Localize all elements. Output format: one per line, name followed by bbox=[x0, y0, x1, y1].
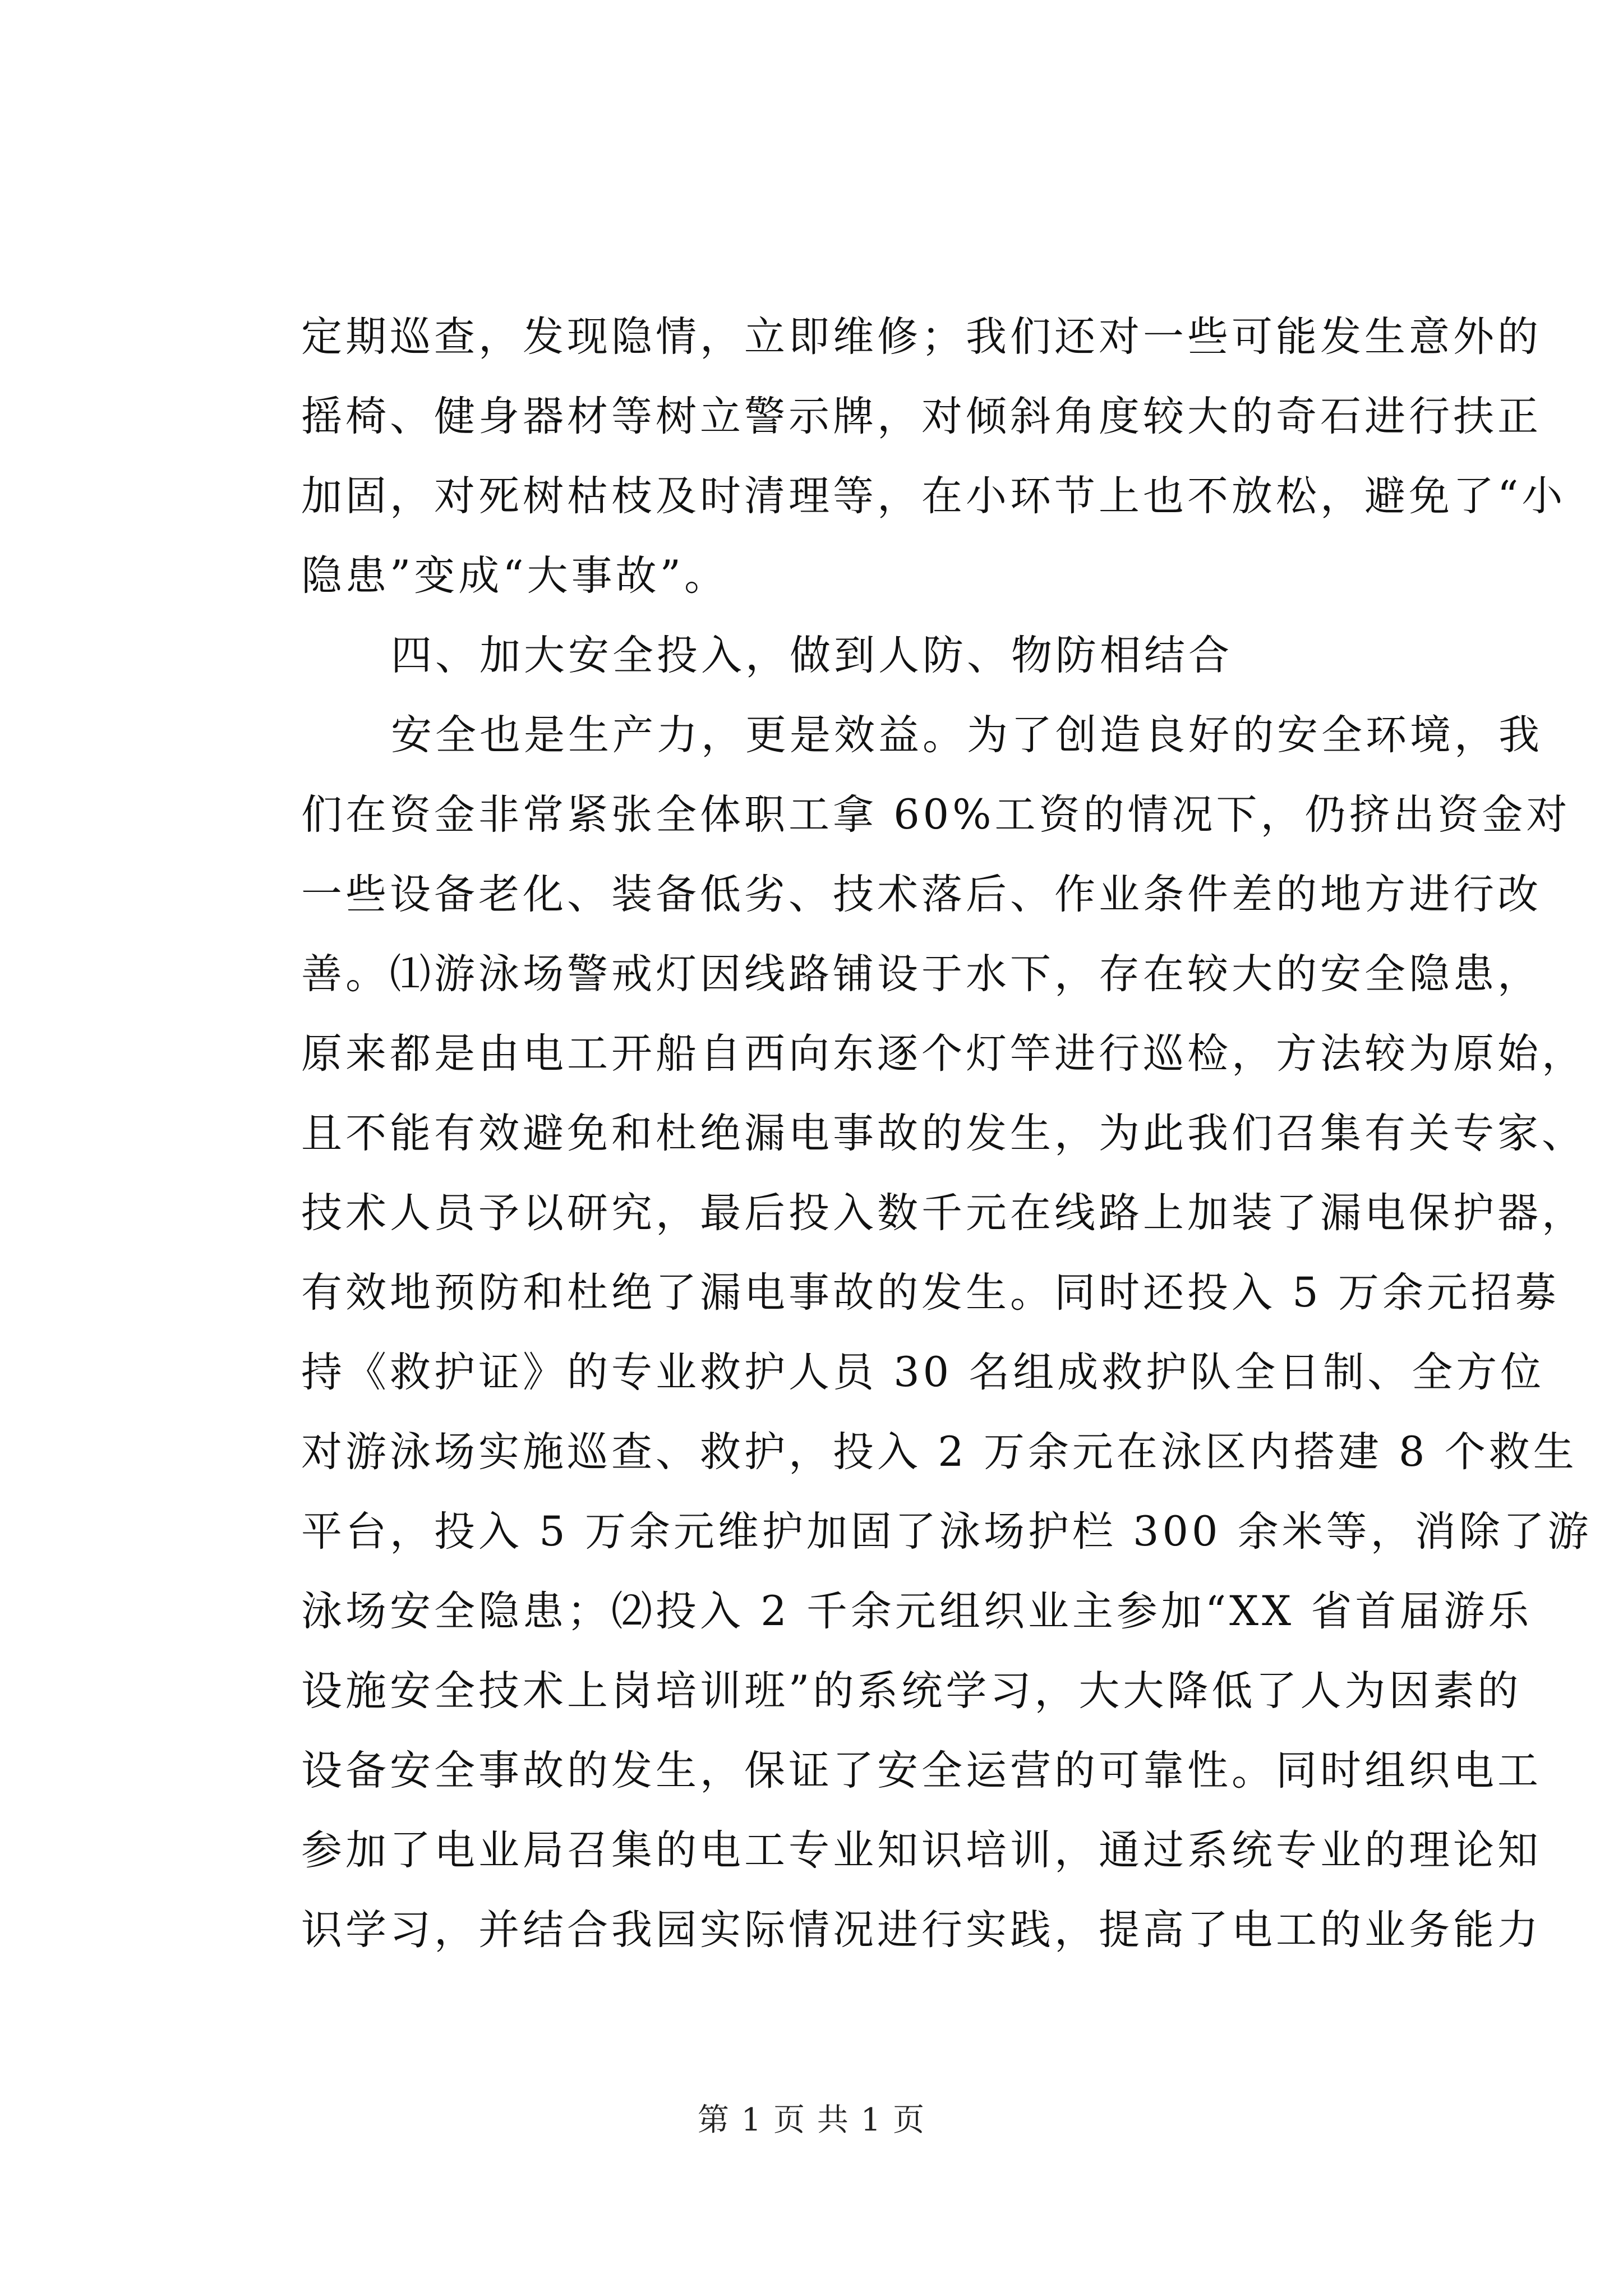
text-line: 且不能有效避免和杜绝漏电事故的发生，为此我们召集有关专家、 bbox=[301, 1110, 1586, 1157]
text-line: 善。⑴游泳场警戒灯因线路铺设于水下，存在较大的安全隐患， bbox=[301, 950, 1542, 998]
text-line: 参加了电业局召集的电工专业知识培训，通过系统专业的理论知 bbox=[301, 1826, 1542, 1874]
text-line: 安全也是生产力，更是效益。为了创造良好的安全环境，我 bbox=[391, 711, 1543, 759]
text-line: 平台，投入 5 万余元维护加固了泳场护栏 300 余米等，消除了游 bbox=[301, 1508, 1592, 1556]
text-line: 持《救护证》的专业救护人员 30 名组成救护队全日制、全方位 bbox=[301, 1349, 1545, 1396]
text-line: 设备安全事故的发生，保证了安全运营的可靠性。同时组织电工 bbox=[301, 1747, 1542, 1795]
body-text bbox=[301, 297, 1592, 1970]
text-line: 隐患”变成“大事故”。 bbox=[301, 552, 728, 600]
text-line: 技术人员予以研究，最后投入数千元在线路上加装了漏电保护器， bbox=[301, 1189, 1586, 1237]
text-line: 对游泳场实施巡查、救护，投入 2 万余元在泳区内搭建 8 个救生 bbox=[301, 1428, 1578, 1476]
text-line: 泳场安全隐患；⑵投入 2 千余元组织业主参加“XX 省首届游乐 bbox=[301, 1588, 1533, 1635]
page-footer: 第 1 页 共 1 页 bbox=[697, 2102, 926, 2138]
text-line: 有效地预防和杜绝了漏电事故的发生。同时还投入 5 万余元招募 bbox=[301, 1269, 1560, 1317]
text-line: 定期巡查，发现隐情，立即维修；我们还对一些可能发生意外的 bbox=[301, 313, 1542, 361]
text-line: 一些设备老化、装备低劣、技术落后、作业条件差的地方进行改 bbox=[301, 871, 1542, 918]
text-line: 摇椅、健身器材等树立警示牌，对倾斜角度较大的奇石进行扶正 bbox=[301, 393, 1542, 440]
text-line: 原来都是由电工开船自西向东逐个灯竿进行巡检，方法较为原始， bbox=[301, 1030, 1586, 1078]
text-line: 们在资金非常紧张全体职工拿 60%工资的情况下，仍挤出资金对 bbox=[301, 791, 1571, 839]
text-line: 加固，对死树枯枝及时清理等，在小环节上也不放松，避免了“小 bbox=[301, 472, 1566, 520]
text-line: 设施安全技术上岗培训班”的系统学习，大大降低了人为因素的 bbox=[301, 1667, 1522, 1715]
text-line: 识学习，并结合我园实际情况进行实践，提高了电工的业务能力 bbox=[301, 1906, 1542, 1954]
section-heading: 四、加大安全投入，做到人防、物防相结合 bbox=[391, 632, 1233, 679]
